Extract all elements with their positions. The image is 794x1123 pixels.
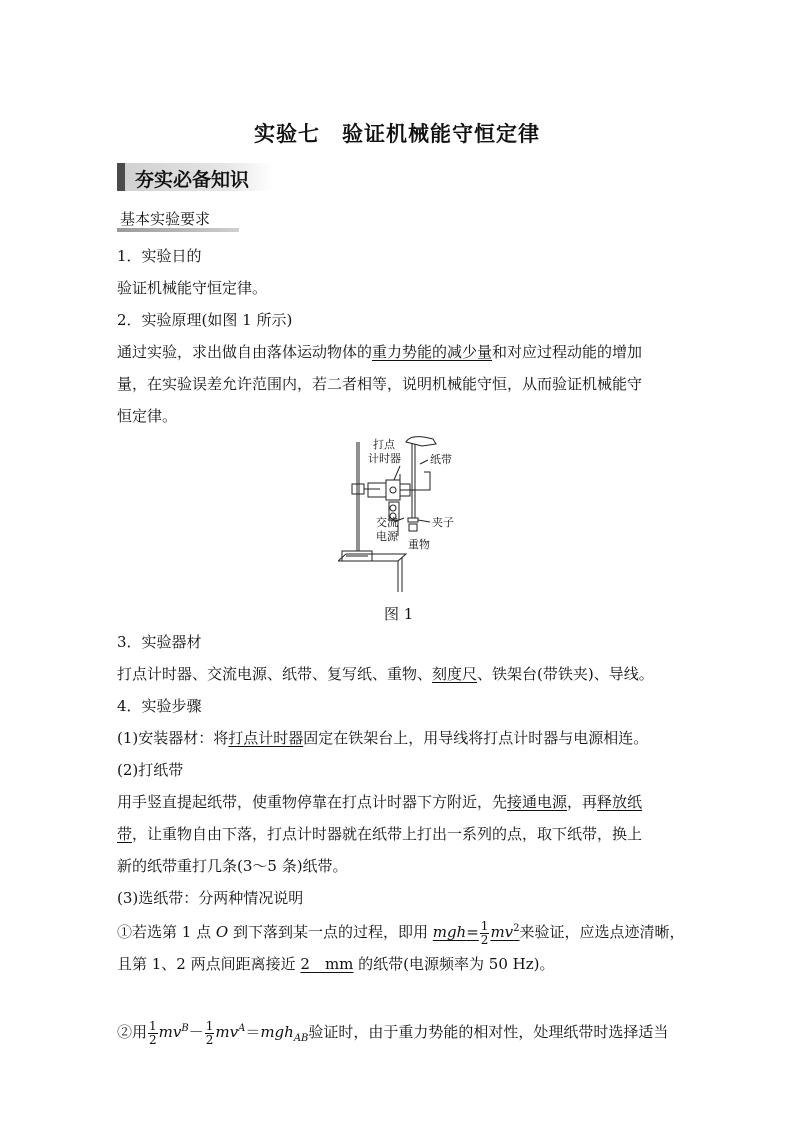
step-2-heading: (2)打纸带 <box>117 761 184 779</box>
text-span: ，再 <box>567 793 598 811</box>
underlined-formula <box>432 918 520 947</box>
step-2-line-1 <box>117 792 642 812</box>
math-symbol: mv <box>215 1023 239 1041</box>
figure-caption: 图 1 <box>384 605 414 623</box>
section-banner-bar <box>117 163 125 191</box>
page-title: 实验七 验证机械能守恒定律 <box>254 121 540 146</box>
denominator: 2 <box>149 1032 157 1047</box>
principle-line-2: 量，在实验误差允许范围内，若二者相等，说明机械能守恒，从而验证机械能守 <box>117 375 643 393</box>
math-subscript: B <box>181 1023 189 1034</box>
numerator: 1 <box>205 1018 214 1033</box>
text-span: 固定在铁架台上，用导线将打点计时器与电源相连。 <box>303 729 649 747</box>
text-span: (1)安装器材：将 <box>117 729 229 747</box>
label-timer-2: 计时器 <box>368 452 401 465</box>
case-2-line-1 <box>117 1013 668 1055</box>
text-span: 打点计时器、交流电源、纸带、复写纸、重物、 <box>117 665 433 683</box>
math-symbol: mv <box>490 923 514 941</box>
math-symbol: ＝ <box>245 1023 261 1041</box>
label-ac-2: 电源 <box>376 530 398 543</box>
sub-banner-text: 基本实验要求 <box>120 210 211 228</box>
text-span: ，让重物自由下落，打点计时器就在纸带上打出一系列的点，取下纸带，换上 <box>132 825 643 843</box>
label-ac-1: 交流 <box>376 516 398 529</box>
case-1-line-2 <box>117 954 555 974</box>
underlined-answer: 重力势能的减少量 <box>372 343 493 361</box>
math-symbol: mgh <box>432 923 467 941</box>
text-span: ②用 <box>117 1023 148 1041</box>
text-span: 来验证，应选点迹清晰， <box>519 923 685 941</box>
text-span: 和对应过程动能的增加 <box>492 343 643 361</box>
denominator: 2 <box>205 1032 214 1047</box>
numerator: 1 <box>480 918 489 933</box>
equipment-line <box>117 664 654 684</box>
underlined-answer: 带 <box>117 825 133 843</box>
principle-line-3: 恒定律。 <box>117 407 178 425</box>
step-3-heading: (3)选纸带：分两种情况说明 <box>117 889 304 907</box>
fraction <box>148 1020 158 1047</box>
sub-banner <box>117 208 241 228</box>
fraction <box>205 1020 215 1047</box>
sub-banner-underline <box>117 228 239 232</box>
apparatus-figure <box>338 436 488 596</box>
item-1-heading: 1．实验日的 <box>117 247 202 265</box>
exponent: 2 <box>513 923 520 934</box>
item-1-body: 验证机械能守恒定律。 <box>117 279 268 297</box>
math-symbol: = <box>466 923 479 941</box>
text-span: 的纸带(电源频率为 50 Hz)。 <box>353 955 555 973</box>
underlined-answer: 接通电源 <box>507 793 568 811</box>
underlined-answer: 打点计时器 <box>228 729 304 747</box>
text-span: 且第 1、2 两点间距离接近 <box>117 955 301 973</box>
section-banner <box>117 163 273 191</box>
case-1-line-1 <box>117 913 685 948</box>
text-span: 用手竖直提起纸带，使重物停靠在打点计时器下方附近，先 <box>117 793 508 811</box>
math-subscript: A <box>238 1023 246 1034</box>
label-weight: 重物 <box>408 538 430 551</box>
math-symbol: － <box>188 1023 204 1041</box>
text-span: 通过实验，求出做自由落体运动物体的 <box>117 343 373 361</box>
fraction <box>480 920 490 947</box>
item-3-heading: 3．实验器材 <box>117 633 202 651</box>
step-2-line-3: 新的纸带重打几条(3～5 条)纸带。 <box>117 857 348 875</box>
step-2-line-2 <box>117 824 642 844</box>
math-symbol: O <box>215 923 229 941</box>
principle-line-1 <box>117 342 642 362</box>
item-2-heading: 2．实验原理(如图 1 所示) <box>117 311 293 329</box>
label-timer-1: 打点 <box>373 438 395 451</box>
math-subscript: AB <box>293 1033 309 1044</box>
step-1-line <box>117 728 648 748</box>
math-symbol: mv <box>158 1023 182 1041</box>
text-span: 验证时，由于重力势能的相对性，处理纸带时选择适当 <box>308 1023 669 1041</box>
text-span: 到下落到某一点的过程，即用 <box>228 923 433 941</box>
section-banner-text: 夯实必备知识 <box>135 169 250 191</box>
numerator: 1 <box>149 1018 157 1033</box>
text-span: 、铁架台(带铁夹)、导线。 <box>477 665 654 683</box>
label-clip: 夹子 <box>432 516 454 529</box>
denominator: 2 <box>480 932 489 947</box>
math-symbol: mgh <box>260 1023 294 1041</box>
underlined-answer: 2 mm <box>300 955 354 973</box>
label-tape: 纸带 <box>430 453 452 466</box>
text-span: ①若选第 1 点 <box>117 923 216 941</box>
underlined-answer: 释放纸 <box>597 793 643 811</box>
item-4-heading: 4．实验步骤 <box>117 697 202 715</box>
underlined-answer: 刻度尺 <box>432 665 478 683</box>
